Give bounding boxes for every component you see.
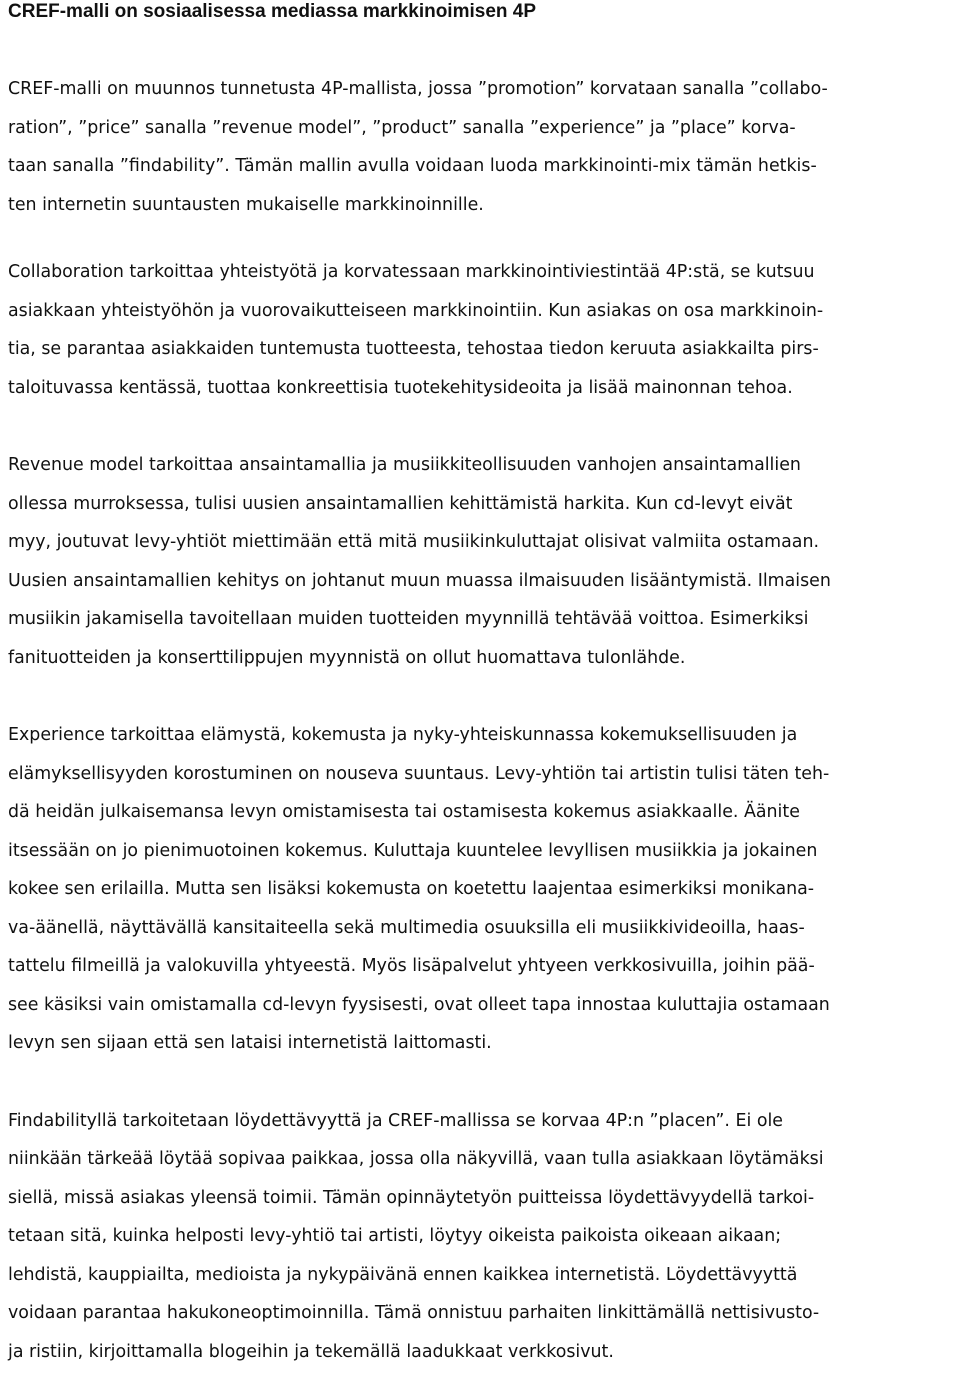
paragraph-collaboration <box>8 253 952 407</box>
text-line: Experience tarkoittaa elämystä, kokemusta ja nyky-yhteiskunnassa kokemuksellisuuden ja <box>8 725 798 745</box>
text-line: Collaboration tarkoittaa yhteistyötä ja korvatessaan markkinointiviestintää 4P:stä, se kutsuu <box>8 262 815 282</box>
text-line: musiikin jakamisella tavoitellaan muiden tuotteiden myynnillä tehtävää voittoa. Esimerkiksi <box>8 609 809 629</box>
text-line: Findabilityllä tarkoitetaan löydettävyyttä ja CREF-mallissa se korvaa 4P:n ”placen”. Ei ole <box>8 1110 784 1131</box>
text-line: Revenue model tarkoittaa ansaintamallia ja musiikkiteollisuuden vanhojen ansaintamallien <box>8 455 801 475</box>
text-line: itsessään on jo pienimuotoinen kokemus. Kuluttaja kuuntelee levyllisen musiikkia ja jokainen <box>8 840 818 861</box>
text-line: voidaan parantaa hakukoneoptimoinnilla. Tämä onnistuu parhaiten linkittämällä nettisivusto- <box>8 1303 820 1323</box>
text-line: ten internetin suuntausten mukaiselle markkinoinnille. <box>8 194 484 215</box>
paragraph-cref-intro <box>8 70 952 224</box>
paragraph-experience <box>8 716 952 1063</box>
text-line: asiakkaan yhteistyöhön ja vuorovaikutteiseen markkinointiin. Kun asiakas on osa markkinoin- <box>8 300 824 321</box>
paragraph-findability <box>8 1102 952 1372</box>
text-line: kokee sen erilailla. Mutta sen lisäksi kokemusta on koetettu laajentaa esimerkiksi monikana- <box>8 879 815 899</box>
text-line: see käsiksi vain omistamalla cd-levyn fyysisesti, ovat olleet tapa innostaa kuluttajia ostamaan <box>8 994 830 1015</box>
text-line: ja ristiin, kirjoittamalla blogeihin ja tekemällä laadukkaat verkkosivut. <box>8 1341 614 1362</box>
text-line: tia, se parantaa asiakkaiden tuntemusta tuotteesta, tehostaa tiedon keruuta asiakkailta pirs- <box>8 339 819 359</box>
text-line: siellä, missä asiakas yleensä toimii. Tämän opinnäytetyön puitteissa löydettävyydellä tarkoi- <box>8 1187 815 1208</box>
text-line: lehdistä, kauppiailta, medioista ja nykypäivänä ennen kaikkea internetistä. Löydettävyyttä <box>8 1264 798 1285</box>
text-line: dä heidän julkaisemansa levyn omistamisesta tai ostamisesta kokemus asiakkaalle. Äänite <box>8 802 800 822</box>
text-line: myy, joutuvat levy-yhtiöt miettimään että mitä musiikinkuluttajat olisivat valmiita ostamaan. <box>8 532 819 552</box>
text-line: elämyksellisyyden korostuminen on nouseva suuntaus. Levy-yhtiön tai artistin tulisi täten teh- <box>8 763 830 784</box>
text-line: fanituotteiden ja konserttilippujen myynnistä on ollut huomattava tulonlähde. <box>8 647 686 668</box>
text-line: niinkään tärkeää löytää sopivaa paikkaa, jossa olla näkyvillä, vaan tulla asiakkaan löytämäksi <box>8 1149 824 1169</box>
paragraph-revenue-model <box>8 446 952 677</box>
text-line: levyn sen sijaan että sen lataisi internetistä laittomasti. <box>8 1033 492 1053</box>
text-line: ollessa murroksessa, tulisi uusien ansaintamallien kehittämistä harkita. Kun cd-levyt eivät <box>8 493 793 514</box>
text-line: Uusien ansaintamallien kehitys on johtanut muun muassa ilmaisuuden lisääntymistä. Ilmaisen <box>8 570 831 591</box>
text-line: tetaan sitä, kuinka helposti levy-yhtiö tai artisti, löytyy oikeista paikoista oikeaan aikaan; <box>8 1226 782 1246</box>
text-line: tattelu filmeillä ja valokuvilla yhtyeestä. Myös lisäpalvelut yhtyeen verkkosivuilla, joihin pää- <box>8 956 815 976</box>
text-line: taloituvassa kentässä, tuottaa konkreettisia tuotekehitysideoita ja lisää mainonnan tehoa. <box>8 377 793 398</box>
text-line: taan sanalla ”findability”. Tämän mallin avulla voidaan luoda markkinointi-mix tämän hetkis- <box>8 156 817 176</box>
text-line: va-äänellä, näyttävällä kansitaiteella sekä multimedia osuuksilla eli musiikkivideoilla, haas- <box>8 917 805 938</box>
text-line: ration”, ”price” sanalla ”revenue model”, ”product” sanalla ”experience” ja ”place” korva- <box>8 117 796 138</box>
document-title: CREF-malli on sosiaalisessa mediassa markkinoimisen 4P <box>8 1 537 22</box>
text-line: CREF-malli on muunnos tunnetusta 4P-mallista, jossa ”promotion” korvataan sanalla ”collabo- <box>8 79 828 99</box>
document-page <box>8 0 952 1371</box>
